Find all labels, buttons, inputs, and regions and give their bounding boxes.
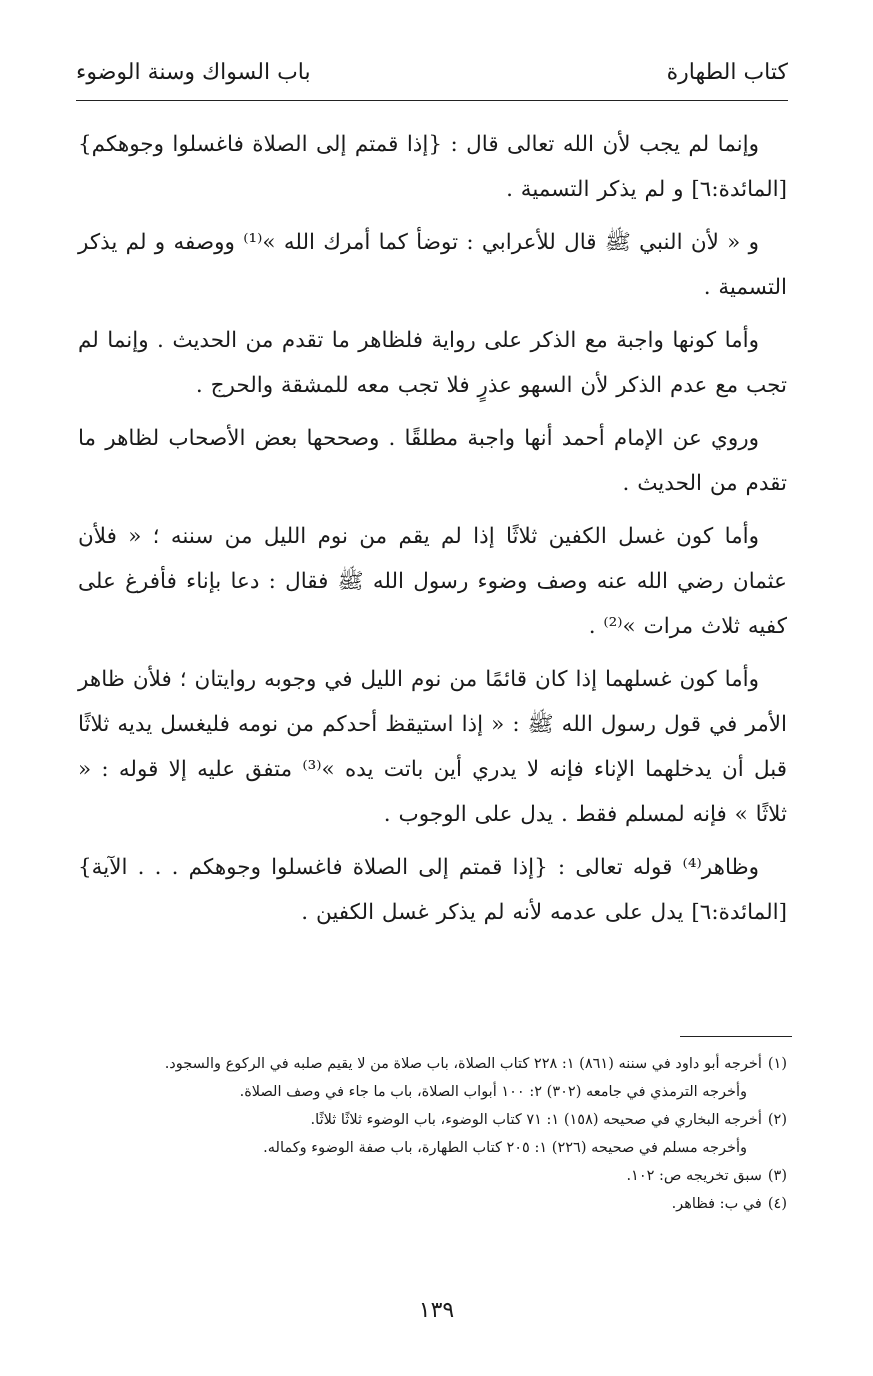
paragraph: وأما كونها واجبة مع الذكر على رواية فلظاهر ما تقدم من الحديث . وإنما لم تجب مع عدم الذكر لأن السهو عذرٍ فلا تجب معه للمشقة والحرج . [78,328,787,398]
footnote-number: (٣) [767,1168,787,1184]
footnote [78,1106,787,1134]
paragraph: وظاهر⁽⁴⁾ قوله تعالى : {إذا قمتم إلى الصلاة فاغسلوا وجوهكم . . . الآية} [المائدة:٦] يدل على عدمه لأنه لم يذكر غسل الكفين . [78,855,787,925]
footnote-number: (٤) [767,1196,787,1212]
footnote [78,1078,787,1106]
footnote-text: وأخرجه مسلم في صحيحه (٢٢٦) ١: ٢٠٥ كتاب الطهارة، باب صفة الوضوء وكماله. [263,1140,747,1156]
chapter-title: باب السواك وسنة الوضوء [76,60,311,85]
footnote [78,1162,787,1190]
footnote-number: (١) [767,1056,787,1072]
footnote-text: في ب: فظاهر. [671,1196,762,1212]
paragraph: وأما كون غسلهما إذا كان قائمًا من نوم الليل في وجوبه روايتان ؛ فلأن ظاهر الأمر في قول رسول الله ﷺ : « إذا استيقظ أحدكم من نومه فليغسل يديه ثلاثًا قبل أن يدخلهما الإناء فإنه لا يدري أين باتت يده »⁽³⁾ متفق عليه إلا قوله : « ثلاثًا » فإنه لمسلم فقط . يدل على الوجوب . [78,667,787,827]
header-rule [76,100,788,101]
book-title: كتاب الطهارة [666,60,788,85]
footnote [78,1190,787,1218]
paragraph: وأما كون غسل الكفين ثلاثًا إذا لم يقم من نوم الليل من سننه ؛ « فلأن عثمان رضي الله عنه وصف وضوء رسول الله ﷺ فقال : دعا بإناء فأفرغ على كفيه ثلاث مرات »⁽²⁾ . [78,524,787,639]
footnote-separator [680,1036,792,1037]
footnote-text: أخرجه البخاري في صحيحه (١٥٨) ١: ٧١ كتاب الوضوء، باب الوضوء ثلاثًا ثلاثًا. [310,1112,762,1128]
footnotes [78,1050,787,1218]
paragraph: وروي عن الإمام أحمد أنها واجبة مطلقًا . وصححها بعض الأصحاب لظاهر ما تقدم من الحديث . [78,426,787,496]
footnote-text: سبق تخريجه ص: ١٠٢. [626,1168,762,1184]
running-header [76,56,788,96]
main-text [78,122,787,943]
footnote-text: أخرجه أبو داود في سننه (٨٦١) ١: ٢٢٨ كتاب الصلاة، باب صلاة من لا يقيم صلبه في الركوع والسجود. [164,1056,762,1072]
footnote [78,1050,787,1078]
page-number: ١٣٩ [418,1298,455,1323]
footnote-number: (٢) [767,1112,787,1128]
footnote [78,1134,787,1162]
paragraph: وإنما لم يجب لأن الله تعالى قال : {إذا قمتم إلى الصلاة فاغسلوا وجوهكم} [المائدة:٦] و لم يذكر التسمية . [78,132,787,202]
paragraph: و « لأن النبي ﷺ قال للأعرابي : توضأ كما أمرك الله »⁽¹⁾ ووصفه و لم يذكر التسمية . [78,230,787,300]
footnote-text: وأخرجه الترمذي في جامعه (٣٠٢) ٢: ١٠٠ أبواب الصلاة، باب ما جاء في وصف الصلاة. [239,1084,747,1100]
